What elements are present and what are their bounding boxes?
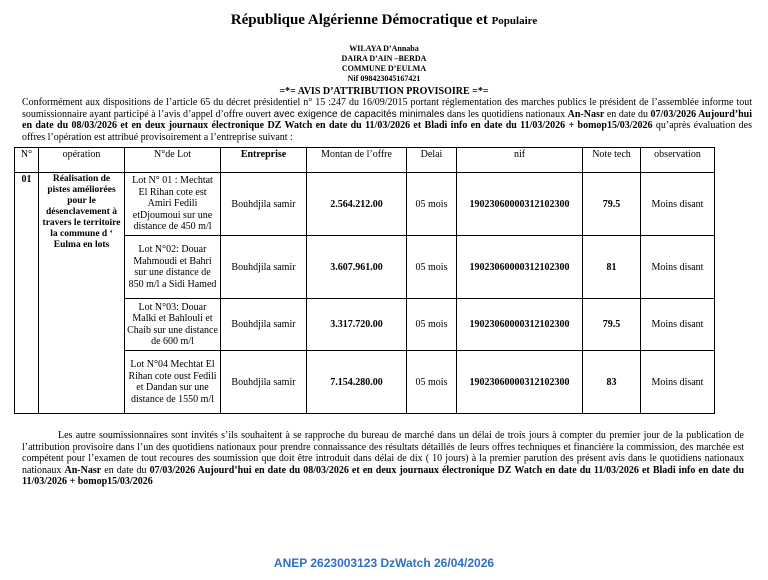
delai-cell: 05 mois (407, 351, 457, 414)
montant-cell: 7.154.280.00 (307, 351, 407, 414)
observation-cell: Moins disant (641, 351, 715, 414)
note-cell: 79.5 (583, 299, 641, 351)
montant-cell: 3.607.961.00 (307, 236, 407, 299)
intro-paragraph (22, 97, 752, 143)
operation-number: 01 (15, 173, 39, 414)
intro-text-7: qu’après évaluation des offres l’opération est attribué provisoirement a l’entreprise suivant : (22, 120, 752, 143)
lot-cell: Lot N°03: Douar Malki et Bahlouli et Chaib sur une distance de 600 m/l (125, 299, 221, 351)
nif-line: Nif 098423045167421 (347, 74, 421, 83)
intro-text-4: An-Nasr (567, 108, 605, 120)
lot-cell: Lot N°02: Douar Mahmoudi et Bahri sur une distance de 850 m/l a Sidi Hamed (125, 236, 221, 299)
observation-cell: Moins disant (641, 299, 715, 351)
table-row (15, 173, 715, 236)
entreprise-cell: Bouhdjila samir (221, 236, 307, 299)
entreprise-cell: Bouhdjila samir (221, 351, 307, 414)
intro-text-5: en date du (604, 108, 651, 120)
entreprise-cell: Bouhdjila samir (221, 173, 307, 236)
header-lot: N°de Lot (125, 148, 221, 173)
delai-cell: 05 mois (407, 299, 457, 351)
intro-text-6: 07/03/2026 Aujourd’hui en date du 08/03/2026 et en deux journaux électronique DZ Watch en date du 11/03/2026 et Bladi info en date du 11/03/2026 + bomop15/03/2026 (22, 108, 752, 131)
document-title (0, 12, 768, 29)
title-main: République Algérienne Démocratique et (230, 12, 488, 28)
nif-cell: 19023060000312102300 (457, 173, 583, 236)
table-header-row (15, 148, 715, 173)
delai-cell: 05 mois (407, 236, 457, 299)
outro-paragraph (22, 430, 744, 488)
outro-text-1: Les autre soumissionnaires sont invités s’ils souhaitent à se rapproche du bureau de marché dans un délai de trois jours à compter du premier jour de la publication de l’attribution provisoire dans l’un des quotidiens nationaux pour prendre connaissance des résultats détaillés de leurs offres techniques et financière la commission, des marchée est compétent pour l’examen de tout recoures des soumission que doit être introduit dans délai de dix ( 10 jours) à la premier parution des présent avis dans le quotidiens nationaux nationaux (22, 430, 744, 476)
observation-cell: Moins disant (641, 173, 715, 236)
nif-cell: 19023060000312102300 (457, 236, 583, 299)
footer-reference: ANEP 2623003123 DzWatch 26/04/2026 (273, 556, 495, 570)
nif-cell: 19023060000312102300 (457, 351, 583, 414)
montant-cell: 2.564.212.00 (307, 173, 407, 236)
header-delai: Delai (407, 148, 457, 173)
delai-cell: 05 mois (407, 173, 457, 236)
outro-text-2: An-Nasr (64, 464, 102, 476)
outro-text-4: 07/03/2026 Aujourd’hui en date du 08/03/2026 et en deux journaux électronique DZ Watch en date du 11/03/2026 et Bladi info en date du 11/03/2026 + bomop15/03/2026 (22, 464, 745, 487)
intro-text-1: Conformément aux dispositions de l’article 65 du décret présidentiel n° 15 :247 du 16/09/2015 portant réglementation des marches publics le président de l’assemblée informe tout soumissionnaire ayant participé à l’avis d’appel d’offre ouvert (22, 97, 752, 120)
outro-text-3: en date du (101, 464, 150, 476)
header-montant: Montan de l’offre (307, 148, 407, 173)
avis-heading: =*= AVIS D’ATTRIBUTION PROVISOIRE =*= (279, 86, 489, 97)
note-cell: 83 (583, 351, 641, 414)
header-operation: opération (39, 148, 125, 173)
montant-cell: 3.317.720.00 (307, 299, 407, 351)
header-entreprise: Entreprise (221, 148, 307, 173)
intro-text-2: avec exigence de capacités minimales (273, 108, 445, 120)
wilaya-line: WILAYA D’Annaba (349, 44, 419, 53)
results-table (14, 147, 715, 414)
note-cell: 79.5 (583, 173, 641, 236)
entreprise-cell: Bouhdjila samir (221, 299, 307, 351)
header-observation: observation (641, 148, 715, 173)
daira-line: DAIRA D’AIN –BERDA (341, 54, 427, 63)
note-cell: 81 (583, 236, 641, 299)
header-note: Note tech (583, 148, 641, 173)
header-nif: nif (457, 148, 583, 173)
nif-cell: 19023060000312102300 (457, 299, 583, 351)
operation-description: Réalisation de pistes améliorées pour le désenclavement à travers le territoire la commune d ‘ Eulma en lots (39, 173, 125, 414)
commune-line: COMMUNE D’EULMA (341, 64, 427, 73)
observation-cell: Moins disant (641, 236, 715, 299)
lot-cell: Lot N° 01 : Mechtat El Rihan cote est Amiri Fedili etDjoumoui sur une distance de 450 m/l (125, 173, 221, 236)
title-small: Populaire (491, 15, 538, 27)
lot-cell: Lot N°04 Mechtat El Rihan cote oust Fedili et Dandan sur une distance de 1550 m/l (125, 351, 221, 414)
header-num: N° (15, 148, 39, 173)
intro-text-3: dans les quotidiens nationaux (444, 108, 568, 120)
